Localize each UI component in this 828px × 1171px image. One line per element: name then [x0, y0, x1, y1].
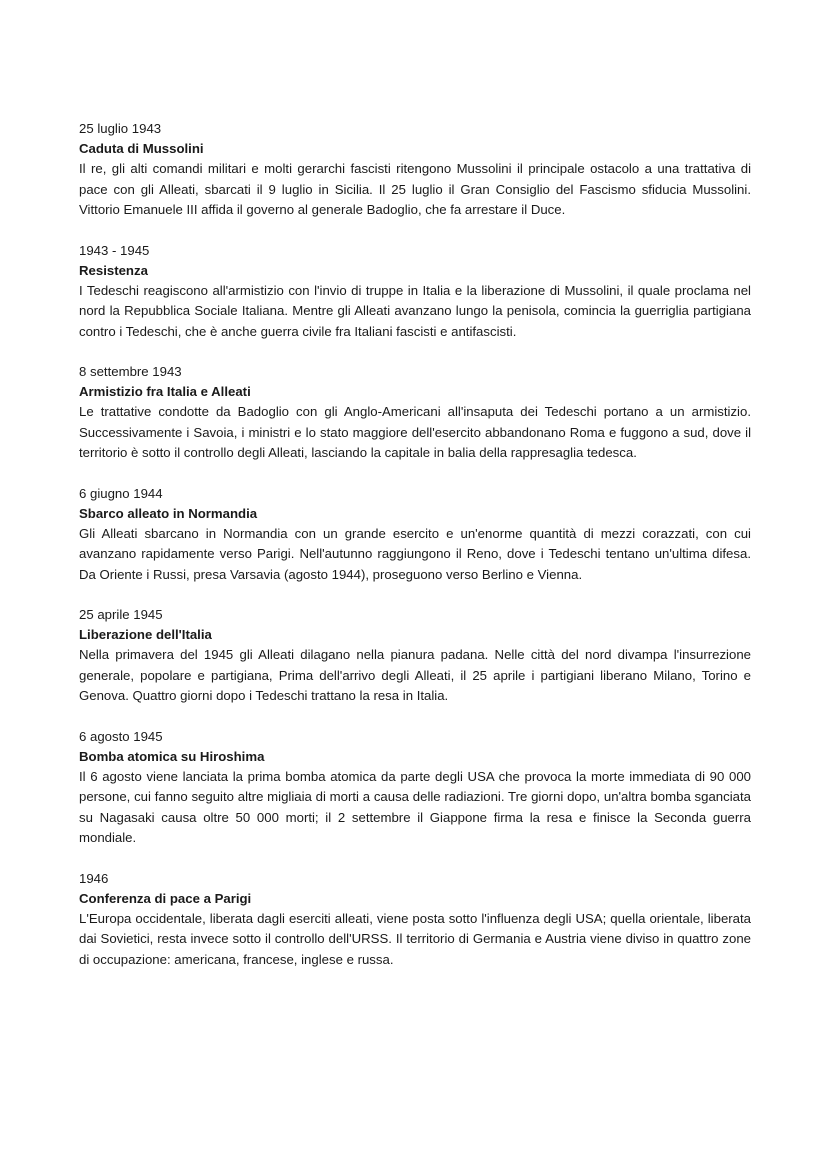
entry-date: 6 giugno 1944 — [79, 485, 163, 501]
entry-date: 1943 - 1945 — [79, 242, 150, 258]
timeline-entry — [79, 241, 751, 343]
entry-text: Le trattative condotte da Badoglio con gli Anglo-Americani all'insaputa dei Tedeschi portano a un armistizio. Successivamente i Savoia, i ministri e lo stato maggiore dell'esercito abbandonano Roma e fuggono a sud, dove il territorio è sotto il controllo degli Alleati, lasciando la capitale in balia della rappresaglia tedesca. — [79, 404, 751, 460]
entry-text: Il 6 agosto viene lanciata la prima bomba atomica da parte degli USA che provoca la morte immediata di 90 000 persone, cui fanno seguito altre migliaia di morti a causa delle radiazioni. Tre giorni dopo, un'altra bomba sganciata su Nagasaki causa oltre 50 000 morti; il 2 settembre il Giappone firma la resa e finisce la Seconda guerra mondiale. — [79, 768, 751, 845]
entry-text: L'Europa occidentale, liberata dagli eserciti alleati, viene posta sotto l'influenza degli USA; quella orientale, liberata dai Sovietici, resta invece sotto il controllo dell'URSS. Il territorio di Germania e Austria viene diviso in quattro zone di occupazione: americana, francese, inglese e russa. — [79, 910, 751, 967]
entry-date: 25 luglio 1943 — [79, 121, 162, 136]
entry-date: 8 settembre 1943 — [79, 364, 182, 379]
entry-title: Conferenza di pace a Parigi — [79, 890, 252, 906]
entry-text: Gli Alleati sbarcano in Normandia con un grande esercito e un'enorme quantità di mezzi corazzati, con cui avanzano rapidamente verso Parigi. Nell'autunno raggiungono il Reno, dove i Tedeschi tentano un'ultima difesa. Da Oriente i Russi, presa Varsavia (agosto 1944), proseguono verso Berlino e Vienna. — [79, 525, 751, 582]
entry-text: Il re, gli alti comandi militari e molti gerarchi fascisti ritengono Mussolini il principale ostacolo a una trattativa di pace con gli Alleati, sbarcati il 9 luglio in Sicilia. Il 25 luglio il Gran Consiglio del Fascismo sfiducia Mussolini. Vittorio Emanuele III affida il governo al generale Badoglio, che fa arrestare il Duce. — [79, 161, 751, 217]
entry-text: I Tedeschi reagiscono all'armistizio con l'invio di truppe in Italia e la liberazione di Mussolini, il quale proclama nel nord la Repubblica Sociale Italiana. Mentre gli Alleati avanzano lungo la penisola, comincia la guerriglia partigiana contro i Tedeschi, che è anche guerra civile fra Italiani fascisti e antifascisti. — [79, 282, 751, 339]
entry-date: 25 aprile 1945 — [79, 607, 163, 622]
entry-title: Resistenza — [79, 262, 148, 278]
entry-title: Liberazione dell'Italia — [79, 627, 212, 642]
entry-date: 6 agosto 1945 — [79, 728, 163, 744]
timeline-entry — [79, 362, 751, 464]
entry-title: Armistizio fra Italia e Alleati — [79, 384, 251, 399]
timeline-entry — [79, 484, 751, 586]
timeline-entry — [79, 605, 751, 707]
document-page — [79, 119, 751, 990]
entry-title: Bomba atomica su Hiroshima — [79, 748, 265, 764]
timeline-entry — [79, 869, 751, 971]
entry-title: Caduta di Mussolini — [79, 141, 204, 156]
entry-title: Sbarco alleato in Normandia — [79, 505, 258, 521]
timeline-entry — [79, 727, 751, 849]
timeline-entry — [79, 119, 751, 221]
entry-text: Nella primavera del 1945 gli Alleati dilagano nella pianura padana. Nelle città del nord divampa l'insurrezione generale, popolare e partigiana, Prima dell'arrivo degli Alleati, il 25 aprile i partigiani liberano Milano, Torino e Genova. Quattro giorni dopo i Tedeschi trattano la resa in Italia. — [79, 647, 751, 703]
entry-date: 1946 — [79, 870, 109, 886]
